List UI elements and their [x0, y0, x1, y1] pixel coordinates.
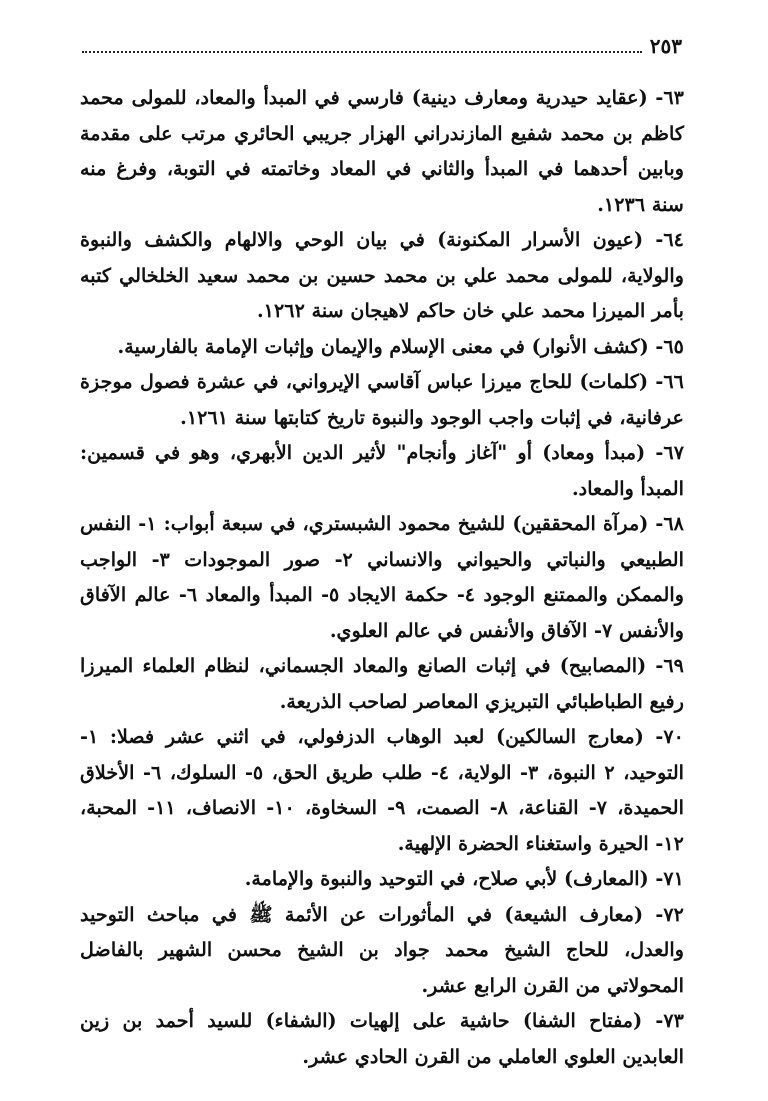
entry-text: لأبي صلاح، في التوحيد والنبوة والإمامة.	[244, 867, 565, 890]
entry-73	[80, 1003, 684, 1074]
entry-title: (كلمات)	[579, 370, 649, 393]
entry-number: ٧٢-	[655, 902, 684, 926]
header-dotted-rule	[82, 37, 642, 53]
entry-number: ٦٦-	[655, 370, 684, 393]
entry-text: في بيان الوحي والالهام والكشف والنبوة والولاية، للمولى محمد علي بن محمد حسين بن محمد سعيد الخلخالي كتبه بأمر الميرزا محمد علي خان حاكم لاهيجان سنة ١٢٦٢.	[80, 228, 684, 322]
entry-66	[80, 364, 684, 435]
page-number: ٢٥٣	[649, 34, 682, 58]
page-body	[80, 80, 684, 1074]
entry-number: ٦٥-	[655, 334, 684, 358]
entry-title: (عقايد حيدرية ومعارف دينية)	[411, 86, 648, 109]
entry-text: للشيخ محمود الشبستري، في سبعة أبواب: ١- النفس الطبيعي والنباتي والحيواني والانساني ٢- صور الموجودات ٣- الواجب والممكن والممتنع الوجود ٤- حكمة الايجاد ٥- المبدأ والمعاد ٦- عالم الآفاق والأنفس ٧- الآفاق والأنفس في عالم العلوي.	[80, 512, 685, 642]
entry-title: (عيون الأسرار المكنونة)	[437, 228, 644, 251]
entry-71	[80, 861, 684, 897]
entry-number: ٦٣-	[655, 86, 684, 109]
entry-title: (مبدأ ومعاد)	[542, 441, 646, 464]
entry-text: في المأثورات عن الأئمة ﷺ في مباحث التوحيد والعدل، للحاج الشيخ محمد جواد بن الشيخ محسن الشهير بالفاضل المحولاتي من القرن الرابع عشر.	[80, 902, 684, 997]
entry-number: ٦٤-	[655, 228, 684, 251]
entry-63	[80, 80, 684, 222]
entry-number: ٧٠-	[655, 725, 684, 748]
entry-title: (المصابيح)	[559, 654, 647, 677]
entry-text: في معنى الإسلام والإيمان وإثبات الإمامة بالفارسية.	[117, 334, 532, 358]
entry-title: (مفتاح الشفا)	[522, 1009, 643, 1032]
entry-text: حاشية على إلهيات (الشفاء) للسيد أحمد بن زين العابدين العلوي العاملي من القرن الحادي عشر.	[80, 1009, 684, 1068]
entry-text: للحاج ميرزا عباس آقاسي الإيرواني، في عشرة فصول موجزة عرفانية، في إثبات واجب الوجود والنبوة تاريخ كتابتها سنة ١٢٦١.	[80, 370, 684, 429]
entry-69	[80, 648, 684, 719]
entry-67	[80, 435, 684, 506]
entry-70	[80, 719, 684, 861]
entry-text: لعبد الوهاب الدزفولي، في اثني عشر فصلا: ١- التوحيد، ٢ النبوة، ٣- الولاية، ٤- طلب طريق الحق، ٥- السلوك، ٦- الأخلاق الحميدة، ٧- القناعة، ٨- الصمت، ٩- السخاوة، ١٠- الانصاف، ١١- المحبة، ١٢- الحيرة واستغناء الحضرة الإلهية.	[80, 725, 684, 855]
entry-title: (معارف الشيعة)	[504, 902, 644, 926]
page-header	[82, 28, 682, 58]
entry-text: فارسي في المبدأ والمعاد، للمولى محمد كاظم بن محمد شفيع المازندراني الهزار جريبي الحائري مرتب على مقدمة وبابين أحدهما في المبدأ والثاني في المعاد وخاتمته في التوبة، وفرغ منه سنة ١٢٣٦.	[80, 86, 684, 216]
entry-number: ٦٩-	[655, 654, 684, 677]
entry-title: (كشف الأنوار)	[531, 334, 649, 358]
entry-title: (المعارف)	[564, 867, 649, 890]
entry-title: (مرآة المحققين)	[512, 512, 649, 535]
entry-64	[80, 222, 684, 329]
entry-number: ٧١-	[655, 867, 684, 890]
entry-text: أو "آغاز وأنجام" لأثير الدين الأبهري، وهو في قسمين: المبدأ والمعاد.	[80, 441, 684, 500]
entry-72	[80, 897, 684, 1004]
entry-number: ٦٨-	[655, 512, 684, 535]
entry-text: في إثبات الصانع والمعاد الجسماني، لنظام العلماء الميرزا رفيع الطباطبائي التبريزي المعاصر لصاحب الذريعة.	[80, 654, 684, 713]
entry-number: ٧٣-	[655, 1009, 684, 1032]
entry-65	[80, 329, 684, 365]
entry-number: ٦٧-	[655, 441, 685, 464]
entry-title: (معارج السالكين)	[496, 725, 644, 748]
entry-68	[80, 506, 684, 648]
